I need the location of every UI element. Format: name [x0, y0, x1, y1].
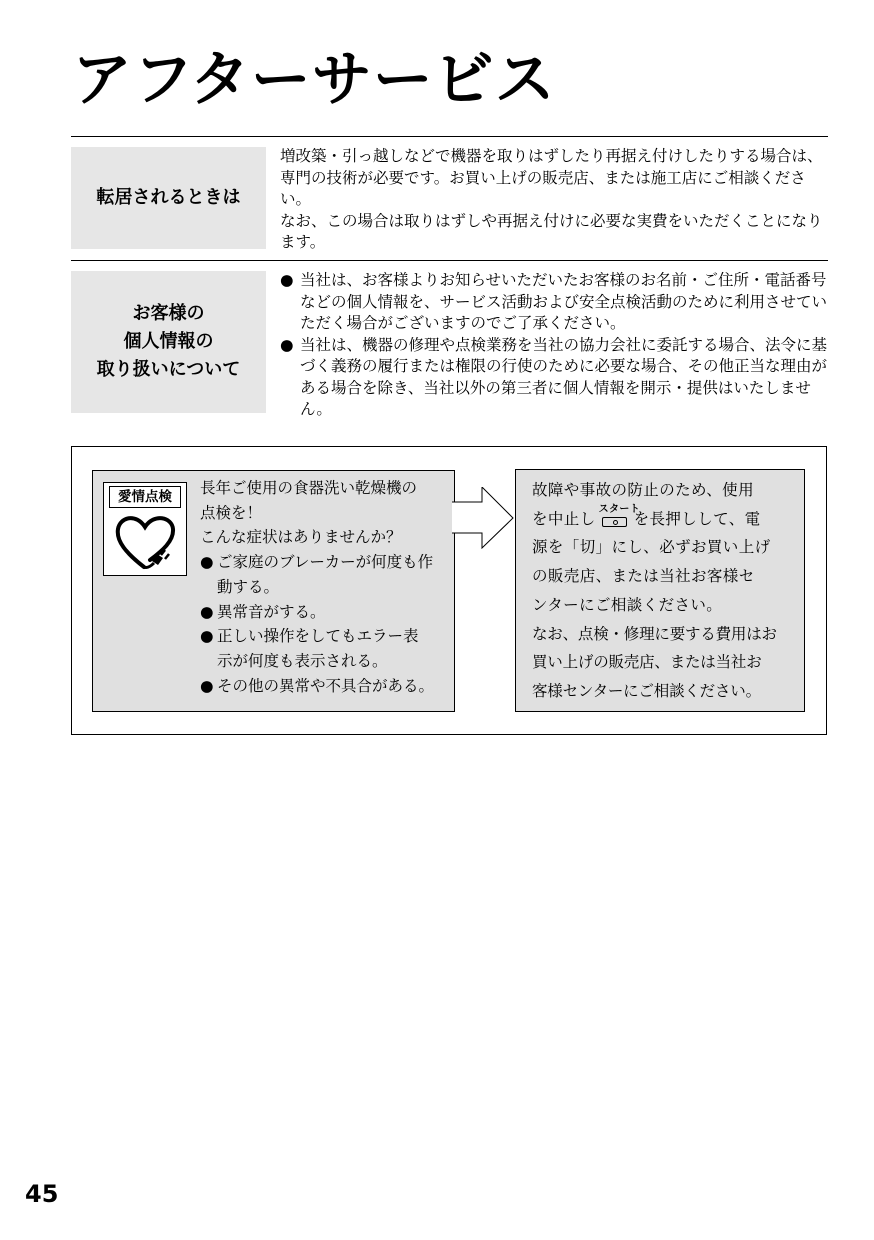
symptom-text: [200, 476, 452, 698]
privacy-label-line: 個人情報の: [123, 331, 214, 352]
privacy-item: ● 当社は、機器の修理や点検業務を当社の協力会社に委託する場合、法令に基づく義務の履行または権限の行使のために必要な場合、その他正当な理由がある場合を除き、当社以外の第三者に個人情報を開示・提供はいたしません。: [280, 335, 828, 418]
badge-label: 愛情点検: [109, 486, 181, 508]
heart-plug-icon: [114, 511, 178, 573]
page-number: 45: [25, 1180, 59, 1208]
page-title: アフターサービス: [72, 45, 556, 115]
intro-line: 点検を！: [200, 503, 263, 522]
advice-line: 源を「切」にし、必ずお買い上げ: [532, 538, 771, 557]
symptom-item: ● 正しい操作をしてもエラー表 示が何度も表示される。: [200, 624, 452, 673]
advice-text: [532, 476, 794, 706]
privacy-label-line: 取り扱いについて: [96, 359, 241, 380]
relocation-paragraph: 増改築・引っ越しなどで機器を取りはずしたり再据え付けしたりする場合は、専門の技術が必要です。お買い上げの販売店、または施工店にご相談ください。: [280, 147, 823, 208]
note-line: 買い上げの販売店、または当社お: [532, 653, 762, 672]
note-line: 客様センターにご相談ください。: [532, 681, 761, 700]
symptom-item: ● ご家庭のブレーカーが何度も作 動する。: [200, 550, 452, 599]
divider-middle: [71, 260, 828, 261]
bullet-icon: ●: [280, 335, 294, 354]
relocation-body: [280, 146, 830, 254]
start-button-label: スタート: [598, 503, 641, 515]
symptom-item: ● 異常音がする。: [200, 600, 452, 625]
bullet-icon: ●: [280, 271, 294, 289]
inspection-badge: [103, 482, 187, 576]
privacy-label-line: お客様の: [132, 303, 205, 324]
note-line: なお、点検・修理に要する費用はお: [532, 624, 777, 643]
bullet-icon: ●: [200, 676, 214, 695]
symptom-item: ● その他の異常や不具合がある。: [200, 674, 452, 699]
start-button-icon: [598, 503, 641, 529]
privacy-body: [280, 270, 830, 421]
section-label-relocation: [71, 147, 266, 249]
advice-line: の販売店、または当社お客様セ: [532, 567, 755, 586]
intro-line: 長年ご使用の食器洗い乾燥機の: [200, 479, 418, 497]
arrow-right-icon: [452, 487, 514, 549]
advice-line: ンターにご相談ください。: [532, 595, 723, 614]
privacy-item: ● 当社は、お客様よりお知らせいただいたお客様のお名前・ご住所・電話番号などの個人情報を、サービス活動および安全点検活動のために利用させていただく場合がございますのでご了承ください。: [280, 271, 828, 332]
section-label-privacy: [71, 271, 266, 413]
bullet-icon: ●: [200, 602, 214, 621]
advice-line: を中止し スタート を長押しして、電: [532, 503, 761, 528]
intro-line: こんな症状はありませんか？: [200, 528, 402, 547]
bullet-icon: ●: [200, 553, 214, 572]
relocation-label: 転居されるときは: [96, 187, 241, 208]
bullet-icon: ●: [200, 627, 214, 646]
divider-top: [71, 136, 828, 137]
relocation-paragraph: なお、この場合は取りはずしや再据え付けに必要な実費をいただくことになります。: [280, 211, 823, 251]
advice-line: 故障や事故の防止のため、使用: [532, 481, 754, 499]
